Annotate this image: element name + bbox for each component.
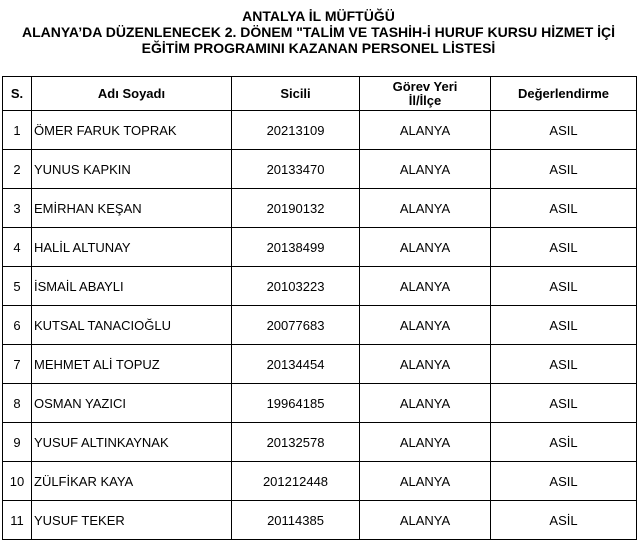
table-row [3,462,637,501]
row-name: ZÜLFİKAR KAYA [32,462,232,501]
row-degerlendirme: ASIL [491,189,637,228]
table-row [3,423,637,462]
row-number: 9 [3,423,32,462]
row-degerlendirme: ASIL [491,462,637,501]
row-gorev: ALANYA [360,306,491,345]
header-gorev-line2: İl/İlçe [408,92,442,108]
row-gorev: ALANYA [360,150,491,189]
row-sicil: 20077683 [232,306,360,345]
row-degerlendirme: ASIL [491,267,637,306]
table-row [3,267,637,306]
row-name: MEHMET ALİ TOPUZ [32,345,232,384]
row-sicil: 20132578 [232,423,360,462]
table-row [3,306,637,345]
row-gorev: ALANYA [360,423,491,462]
header-gorev-line1: Görev Yeri [392,78,458,94]
header-gorev [360,77,491,111]
row-name: OSMAN YAZICI [32,384,232,423]
row-number: 3 [3,189,32,228]
title-line-2: ALANYA’DA DÜZENLENECEK 2. DÖNEM "TALİM VE TASHİH-İ HURUF KURSU HİZMET İÇİ [21,24,616,40]
row-name: YUSUF TEKER [32,501,232,540]
row-degerlendirme: ASİL [491,501,637,540]
header-no: S. [3,77,32,111]
row-sicil: 20134454 [232,345,360,384]
table-body [3,111,637,540]
row-gorev: ALANYA [360,345,491,384]
table-row [3,189,637,228]
row-number: 4 [3,228,32,267]
row-sicil: 20213109 [232,111,360,150]
row-degerlendirme: ASIL [491,228,637,267]
row-gorev: ALANYA [360,462,491,501]
row-number: 7 [3,345,32,384]
row-name: ÖMER FARUK TOPRAK [32,111,232,150]
row-name: KUTSAL TANACIOĞLU [32,306,232,345]
row-sicil: 20114385 [232,501,360,540]
title-line-1: ANTALYA İL MÜFTÜĞÜ [242,8,395,24]
row-sicil: 20138499 [232,228,360,267]
row-name: YUNUS KAPKIN [32,150,232,189]
document-title [0,8,637,56]
row-number: 6 [3,306,32,345]
table-row [3,345,637,384]
row-number: 1 [3,111,32,150]
row-sicil: 201212448 [232,462,360,501]
header-degerlendirme: Değerlendirme [491,77,637,111]
row-gorev: ALANYA [360,501,491,540]
row-degerlendirme: ASIL [491,384,637,423]
row-sicil: 20103223 [232,267,360,306]
table-row [3,150,637,189]
header-name: Adı Soyadı [32,77,232,111]
row-number: 2 [3,150,32,189]
table-row [3,228,637,267]
row-gorev: ALANYA [360,228,491,267]
row-sicil: 19964185 [232,384,360,423]
row-gorev: ALANYA [360,189,491,228]
table-row [3,384,637,423]
row-name: EMİRHAN KEŞAN [32,189,232,228]
table-header-row [3,77,637,111]
personnel-table [2,76,637,540]
header-sicil: Sicili [232,77,360,111]
row-gorev: ALANYA [360,111,491,150]
row-degerlendirme: ASIL [491,150,637,189]
row-degerlendirme: ASİL [491,423,637,462]
row-gorev: ALANYA [360,267,491,306]
table-row [3,501,637,540]
row-name: İSMAİL ABAYLI [32,267,232,306]
row-number: 5 [3,267,32,306]
row-degerlendirme: ASIL [491,306,637,345]
row-degerlendirme: ASIL [491,111,637,150]
row-sicil: 20133470 [232,150,360,189]
row-name: HALİL ALTUNAY [32,228,232,267]
row-number: 10 [3,462,32,501]
row-name: YUSUF ALTINKAYNAK [32,423,232,462]
row-number: 11 [3,501,32,540]
row-sicil: 20190132 [232,189,360,228]
row-degerlendirme: ASIL [491,345,637,384]
row-number: 8 [3,384,32,423]
title-line-3: EĞİTİM PROGRAMINI KAZANAN PERSONEL LİSTESİ [141,40,496,56]
row-gorev: ALANYA [360,384,491,423]
table-row [3,111,637,150]
